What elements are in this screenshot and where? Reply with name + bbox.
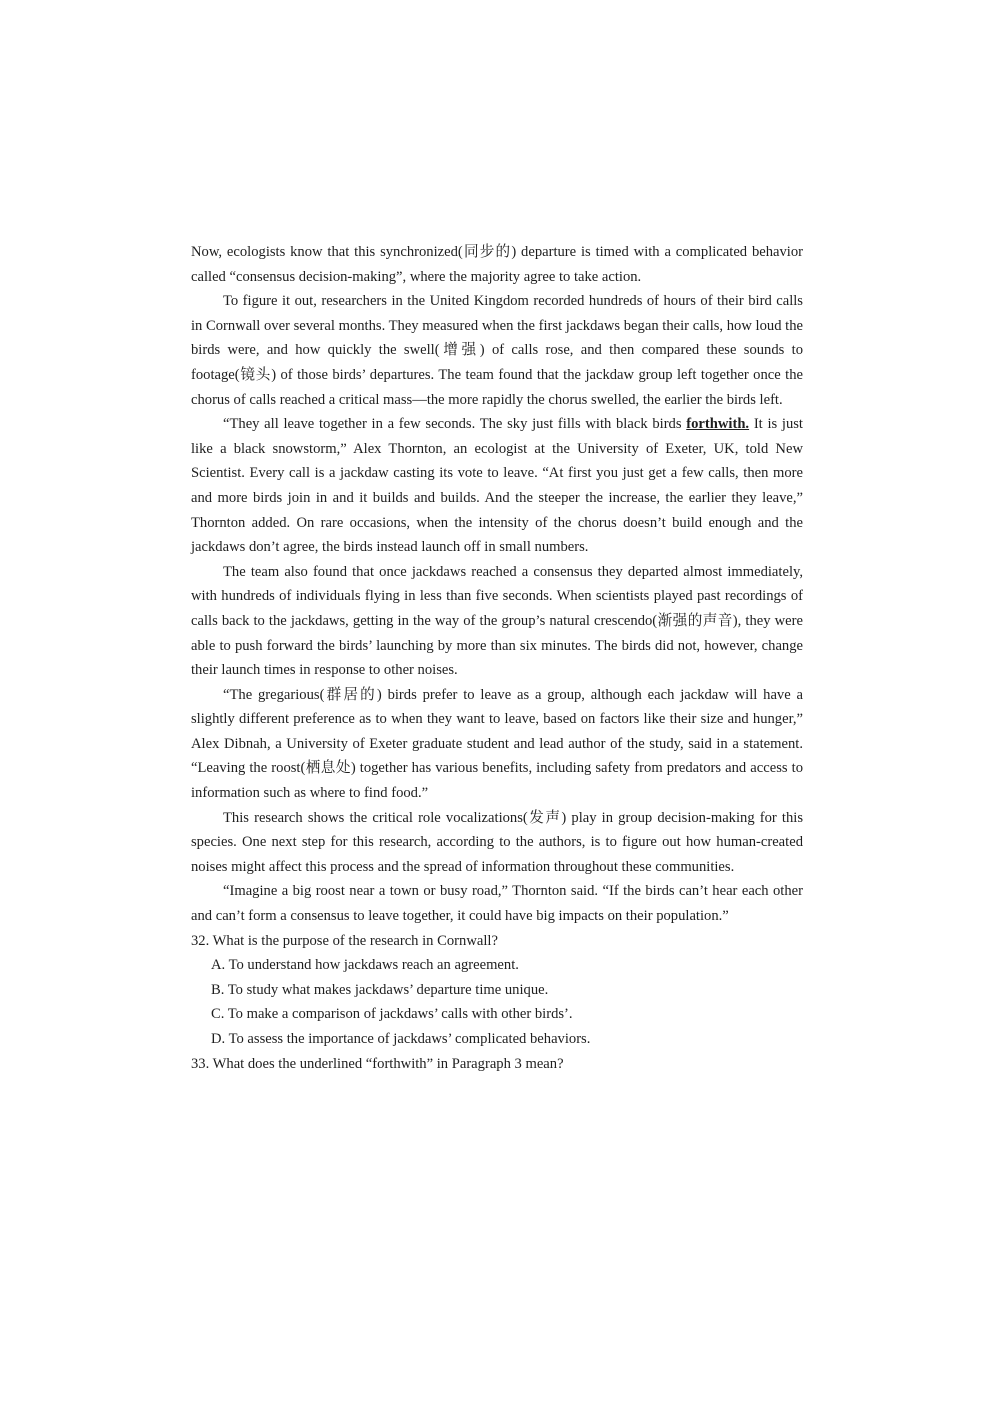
paragraph-3 <box>191 412 803 560</box>
paragraph-2: To figure it out, researchers in the United Kingdom recorded hundreds of hours of their bird calls in Cornwall over several months. They measured when the first jackdaws began their calls, how loud the birds were, and how quickly the swell(增强) of calls rose, and then compared these sounds to footage(镜头) of those birds’ departures. The team found that the jackdaw group left together once the chorus of calls reached a critical mass—the more rapidly the chorus swelled, the earlier the birds left. <box>191 293 803 408</box>
paragraph-3-start: “They all leave together in a few seconds. The sky just fills with black birds <box>223 416 687 433</box>
question-32-option-c[interactable]: C. To make a comparison of jackdaws’ calls with other birds’. <box>211 1006 573 1023</box>
paragraph-3-rest: It is just like a black snowstorm,” Alex Thornton, an ecologist at the University of Exeter, UK, told New Scientist. Every call is a jackdaw casting its vote to leave. “At first you just get a few calls, then more and more birds join in and it builds and builds. And the steeper the increase, the earlier they leave,” Thornton added. On rare occasions, when the intensity of the chorus doesn’t build enough and the jackdaws don’t agree, the birds instead launch off in small numbers. <box>191 416 803 556</box>
question-32-option-b[interactable]: B. To study what makes jackdaws’ departure time unique. <box>211 981 549 998</box>
question-32: 32. What is the purpose of the research in Cornwall? <box>191 932 498 949</box>
question-32-option-d[interactable]: D. To assess the importance of jackdaws’ complicated behaviors. <box>211 1031 591 1047</box>
paragraph-5: “The gregarious(群居的) birds prefer to leave as a group, although each jackdaw will have a slightly different preference as to when they want to leave, based on factors like their size and hunger,” Alex Dibnah, a University of Exeter graduate student and lead author of the study, said in a statement. “Leaving the roost(栖息处) together has various benefits, including safety from predators and access to information such as where to find food.” <box>191 686 803 802</box>
underlined-word-forthwith: forthwith. <box>686 416 750 433</box>
paragraph-6: This research shows the critical role vocalizations(发声) play in group decision-making for this species. One next step for this research, according to the authors, is to figure out how human-created noises might affect this process and the spread of information throughout these communities. <box>191 809 803 875</box>
question-32-option-a[interactable]: A. To understand how jackdaws reach an agreement. <box>211 957 519 974</box>
question-33: 33. What does the underlined “forthwith” in Paragraph 3 mean? <box>191 1055 564 1072</box>
paragraph-7: “Imagine a big roost near a town or busy road,” Thornton said. “If the birds can’t hear each other and can’t form a consensus to leave together, it could have big impacts on their population.” <box>191 883 803 925</box>
paragraph-1: Now, ecologists know that this synchronized(同步的) departure is timed with a complicated behavior called “consensus decision-making”, where the majority agree to take action. <box>191 244 803 285</box>
exam-page <box>191 240 803 1076</box>
paragraph-4: The team also found that once jackdaws reached a consensus they departed almost immediately, with hundreds of individuals flying in less than five seconds. When scientists played past recordings of calls back to the jackdaws, getting in the way of the group’s natural crescendo(渐强的声音), they were able to push forward the birds’ launching by more than six minutes. The birds did not, however, change their launch times in response to other noises. <box>191 563 803 679</box>
